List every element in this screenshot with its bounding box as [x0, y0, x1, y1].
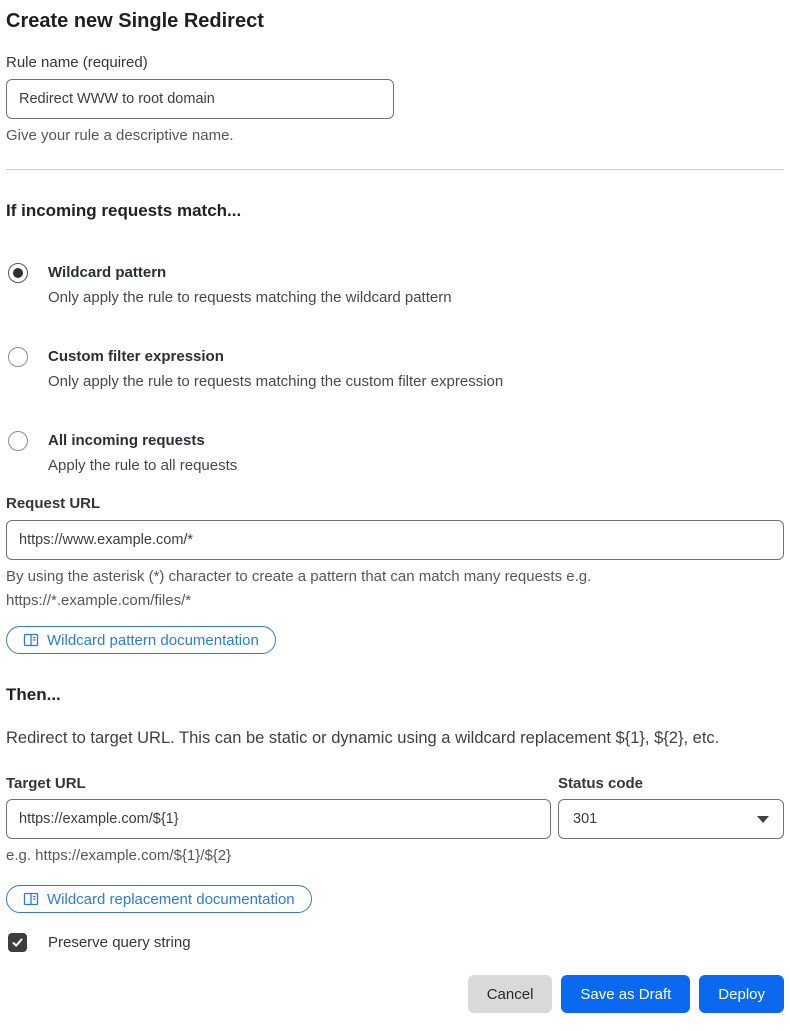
- target-url-helper: e.g. https://example.com/${1}/${2}: [6, 847, 232, 864]
- request-url-helper: [6, 565, 784, 613]
- request-url-helper-line2: https://*.example.com/files/*: [6, 592, 192, 609]
- save-as-draft-button[interactable]: Save as Draft: [561, 975, 690, 1013]
- radio-option-custom-filter[interactable]: [6, 347, 784, 392]
- radio-option-label: Custom filter expression: [48, 348, 224, 365]
- radio-option-wildcard-pattern[interactable]: [6, 263, 784, 308]
- book-icon: [23, 891, 39, 907]
- doc-button-label: Wildcard replacement documentation: [47, 890, 295, 908]
- rule-name-label: Rule name (required): [6, 54, 148, 71]
- then-description: Redirect to target URL. This can be static or dynamic using a wildcard replacement ${1}, ${2}, etc.: [6, 729, 720, 747]
- target-inputs-row: [6, 799, 784, 839]
- radio-option-label: Wildcard pattern: [48, 264, 167, 281]
- radio-option-description: Only apply the rule to requests matching the wildcard pattern: [48, 289, 452, 306]
- status-code-select[interactable]: [558, 799, 784, 839]
- request-url-label: Request URL: [6, 495, 101, 512]
- chevron-down-icon: [757, 816, 769, 823]
- cancel-button[interactable]: Cancel: [468, 975, 553, 1013]
- match-section-heading: If incoming requests match...: [6, 201, 242, 220]
- rule-name-helper: Give your rule a descriptive name.: [6, 127, 234, 144]
- radio-option-all-requests[interactable]: [6, 431, 784, 476]
- wildcard-pattern-doc-button[interactable]: [6, 626, 276, 654]
- book-icon: [23, 632, 39, 648]
- status-code-value: 301: [573, 811, 598, 827]
- then-section-heading: Then...: [6, 685, 61, 704]
- radio-option-description: Apply the rule to all requests: [48, 457, 238, 474]
- preserve-query-string-row[interactable]: [6, 933, 784, 952]
- target-url-input[interactable]: [6, 799, 551, 839]
- section-divider: [6, 169, 784, 170]
- target-labels-row: [6, 774, 784, 794]
- deploy-button[interactable]: Deploy: [699, 975, 784, 1013]
- request-url-helper-line1: By using the asterisk (*) character to create a pattern that can match many requests e.g.: [6, 568, 592, 585]
- radio-option-description: Only apply the rule to requests matching the custom filter expression: [48, 373, 504, 390]
- footer-actions: [6, 975, 784, 1013]
- preserve-query-string-checkbox[interactable]: [8, 933, 27, 952]
- page-title: Create new Single Redirect: [6, 10, 264, 32]
- preserve-query-string-label: Preserve query string: [48, 934, 191, 951]
- radio-button[interactable]: [8, 347, 28, 367]
- check-icon: [11, 936, 24, 949]
- rule-name-input[interactable]: [6, 79, 394, 119]
- wildcard-replacement-doc-button[interactable]: [6, 885, 312, 913]
- radio-button[interactable]: [8, 431, 28, 451]
- status-code-label: Status code: [558, 775, 644, 792]
- target-url-label: Target URL: [6, 775, 86, 792]
- radio-option-label: All incoming requests: [48, 432, 205, 449]
- request-url-input[interactable]: [6, 520, 784, 560]
- doc-button-label: Wildcard pattern documentation: [47, 631, 259, 649]
- radio-button[interactable]: [8, 263, 28, 283]
